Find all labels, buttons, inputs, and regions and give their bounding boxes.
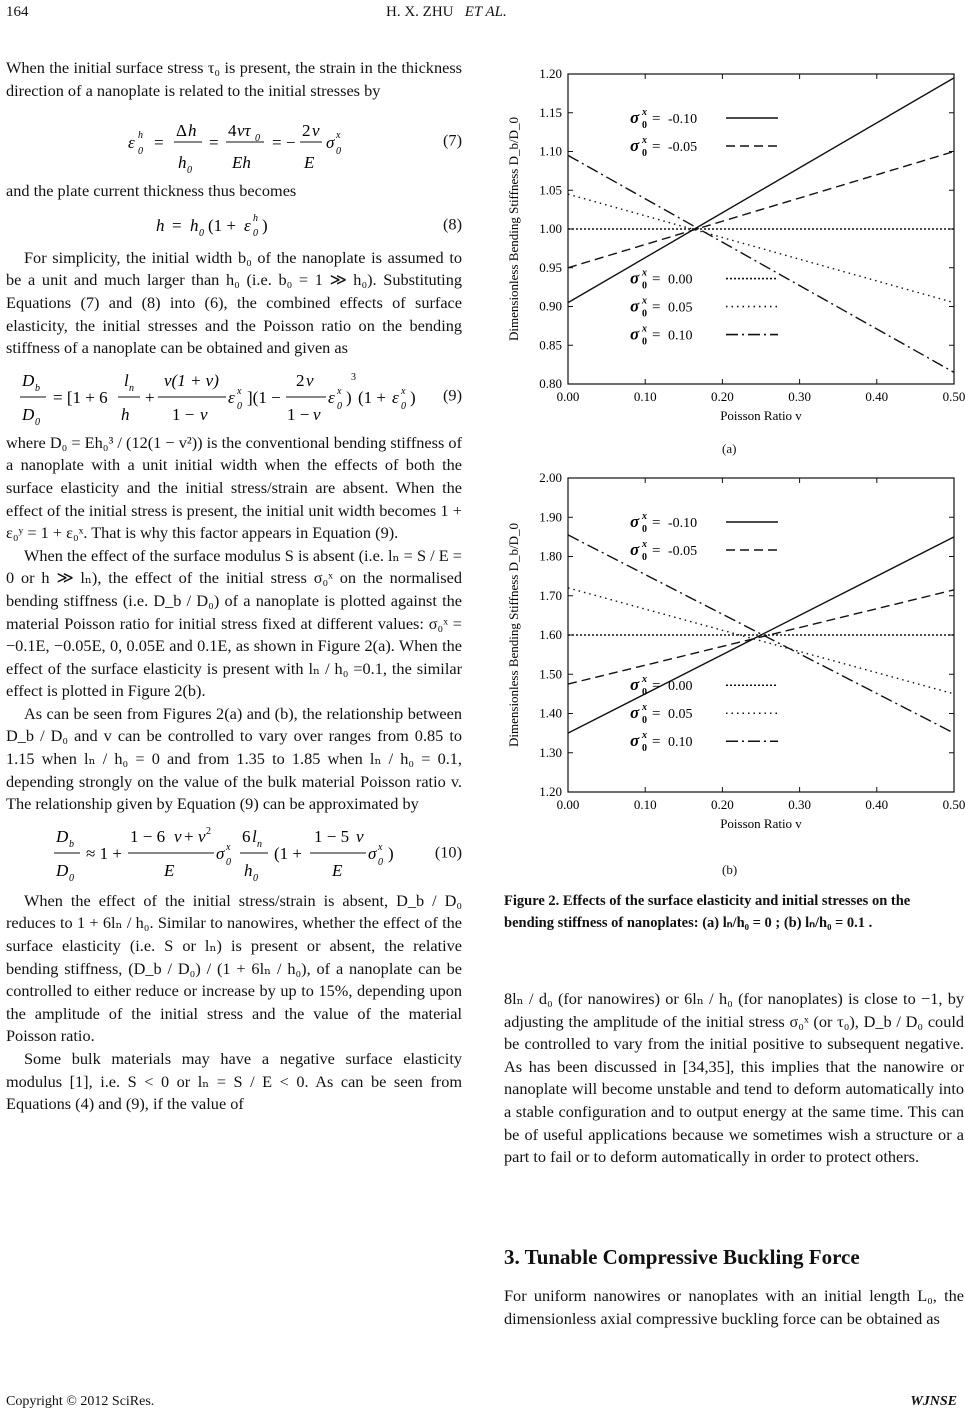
svg-text:b: b: [35, 382, 40, 394]
figure-2a-plot: [504, 62, 965, 432]
journal-name: WJNSE: [910, 1394, 957, 1409]
svg-text:0: 0: [69, 872, 74, 884]
svg-text:0: 0: [255, 133, 260, 145]
legend-equals: =: [652, 678, 661, 695]
y-tick-label: 1.10: [539, 143, 562, 159]
svg-text:2: 2: [296, 370, 305, 390]
legend-symbol: σ: [630, 108, 640, 127]
svg-text:D: D: [56, 860, 69, 880]
svg-text:D: D: [22, 404, 35, 424]
svg-text:0: 0: [226, 856, 231, 868]
svg-text:h: h: [178, 153, 187, 173]
svg-text:b: b: [69, 838, 74, 850]
svg-text:0: 0: [237, 400, 242, 412]
svg-text:= [1 + 6: = [1 + 6: [53, 387, 108, 407]
left-column: [6, 57, 462, 1116]
section-heading: 3. Tunable Compressive Buckling Force: [504, 1245, 860, 1269]
series-line-0.10: [568, 155, 954, 372]
legend-symbol-sup: x: [642, 674, 647, 686]
legend-label: 0.10: [668, 735, 693, 751]
svg-text:): ): [262, 215, 268, 235]
svg-text:3: 3: [351, 371, 356, 383]
svg-text:1 − 5: 1 − 5: [314, 826, 350, 846]
svg-text:σ: σ: [368, 843, 377, 863]
legend-equals: =: [652, 706, 661, 723]
legend-label: 0.00: [668, 679, 693, 695]
x-tick-label: 0.30: [788, 797, 811, 812]
legend-symbol: σ: [630, 512, 640, 531]
y-tick-label: 1.00: [539, 221, 562, 236]
svg-text:h: h: [188, 121, 197, 141]
paragraph-8: Some bulk materials may have a negative surface elasticity modulus [1], i.e. S < 0 or lₙ = S / E < 0. As can be seen from Equations (4) and (9), if the value of: [6, 1049, 462, 1114]
equation-10-formula: [6, 816, 426, 890]
legend-symbol-sub: 0: [642, 524, 647, 535]
svg-text:x: x: [401, 385, 406, 397]
svg-text:x: x: [237, 385, 242, 397]
legend-symbol-sup: x: [642, 702, 647, 714]
legend-symbol-sup: x: [642, 295, 647, 307]
y-tick-label: 1.60: [539, 627, 562, 642]
svg-text:0: 0: [336, 146, 341, 158]
legend-symbol: σ: [630, 268, 640, 288]
legend-symbol: σ: [630, 540, 640, 559]
svg-text:](1 −: ](1 −: [247, 387, 281, 407]
svg-text:0: 0: [337, 400, 342, 412]
y-tick-label: 1.30: [539, 744, 562, 760]
series-line-0.05: [568, 194, 954, 303]
paragraph-right-2: For uniform nanowires or nanoplates with an initial length L₀, the dimensionless axial compressive buckling force can be obtained as: [504, 1286, 964, 1328]
y-tick-label: 0.85: [539, 337, 562, 353]
legend-symbol: σ: [630, 136, 640, 155]
legend-symbol-sub: 0: [642, 687, 647, 699]
svg-text:0: 0: [253, 227, 258, 239]
svg-text:0: 0: [253, 872, 258, 884]
svg-text:(1 +: (1 +: [358, 387, 386, 407]
legend-label: -0.10: [668, 516, 698, 531]
legend-equals: =: [652, 327, 661, 344]
svg-text:0: 0: [187, 165, 192, 177]
legend-symbol: σ: [630, 324, 640, 344]
y-tick-label: 1.40: [539, 705, 562, 721]
svg-text:h: h: [156, 215, 165, 235]
svg-text:(1 +: (1 +: [274, 843, 302, 863]
svg-text:= −: = −: [272, 133, 296, 153]
legend-symbol-sub: 0: [642, 743, 647, 755]
header-etal: ET AL.: [464, 4, 507, 20]
figure-caption: Figure 2. Effects of the surface elasticity and initial stresses on the bending stiffness of nanoplates: (a) lₙ/h₀ = 0 ; (b) lₙ/h₀ = 0.1 .: [504, 893, 911, 931]
legend-symbol-sub: 0: [642, 715, 647, 727]
svg-text:E: E: [164, 860, 175, 880]
y-tick-label: 1.05: [539, 182, 562, 198]
svg-text:=: =: [172, 215, 182, 235]
paragraph-right-1: 8lₙ / d₀ (for nanowires) or 6lₙ / h₀ (for nanoplates) is close to −1, by adjusting the amplitude of the initial stress σ₀ˣ (or τ₀), D_b / D₀ could be controlled to vary from the initial positive to subsequent negative. As has been discussed in [34,35], this implies that the nanowire or nanoplate will become unstable and tend to deform automatically into a stable configuration and to output energy at the same time. This can be of useful applications because we sometimes wish a structure or a part to fail or to deform automatically in order to protect others.: [504, 989, 964, 1167]
x-tick-label: 0.40: [865, 389, 889, 404]
svg-text:0: 0: [199, 227, 204, 239]
svg-text:6: 6: [242, 826, 251, 846]
y-axis-label: Dimensionless Bending Stiffness D_b/D_0: [506, 116, 521, 342]
svg-text:x: x: [378, 841, 383, 853]
legend-symbol-sup: x: [642, 135, 647, 146]
header-authors: H. X. ZHU: [386, 4, 454, 20]
legend-symbol-sub: 0: [642, 308, 647, 320]
legend-label: 0.05: [668, 707, 693, 723]
svg-text:0: 0: [138, 146, 143, 158]
svg-text:0: 0: [378, 856, 383, 868]
svg-text:v: v: [198, 826, 206, 846]
x-tick-label: 0.40: [865, 797, 889, 812]
equation-7: [6, 102, 462, 180]
paragraph-5: When the effect of the surface modulus S is absent (i.e. lₙ = S / E = 0 or h ≫ lₙ), the effect of the initial stress σ₀ˣ on the normalised bending stiffness (i.e. D_b / D₀) of a nanoplate is plotted against the material Poisson ratio for initial stress fixed at different values: σ₀ˣ = −0.1E, −0.05E, 0, 0.05E and 0.1E, as shown in Figure 2(a). When the effect of the surface elasticity is present with lₙ / h₀ =0.1, the similar effect is plotted in Figure 2(b).: [6, 545, 462, 701]
svg-text:v: v: [356, 826, 364, 846]
svg-text:): ): [346, 387, 352, 407]
svg-text:Eh: Eh: [232, 153, 251, 173]
legend-equals: =: [652, 139, 661, 155]
legend-label: 0.00: [668, 272, 693, 288]
paragraph-6: As can be seen from Figures 2(a) and (b), the relationship between D_b / D₀ and v can be controlled to vary over ranges from 0.85 to 1.15 when lₙ / h₀ = 0 and from 1.35 to 1.85 when lₙ / h₀ = 0.1, depending strongly on the value of the bulk material Poisson ratio v. The relationship given by Equation (9) can be approximated by: [6, 703, 462, 814]
y-tick-label: 0.90: [539, 298, 562, 314]
equation-9: [6, 360, 462, 432]
equation-9-number: (9): [443, 385, 462, 405]
x-tick-label: 0.30: [788, 389, 811, 404]
legend-label: -0.05: [668, 140, 698, 155]
svg-text:ε: ε: [244, 215, 251, 235]
y-tick-label: 1.90: [539, 509, 562, 525]
svg-text:): ): [388, 843, 394, 863]
svg-text:=: =: [209, 133, 219, 153]
svg-text:x: x: [336, 130, 341, 142]
svg-text:h: h: [138, 130, 143, 142]
running-header: [386, 4, 507, 21]
y-tick-label: 0.95: [539, 259, 562, 275]
equation-8: [6, 203, 462, 247]
svg-text:0: 0: [35, 416, 40, 428]
legend-label: -0.10: [668, 112, 698, 127]
equation-7-number: (7): [443, 130, 462, 150]
y-tick-label: 1.20: [539, 66, 562, 81]
series-line--0.05: [568, 590, 954, 684]
equation-7-formula: [6, 102, 406, 180]
svg-text:=: =: [154, 133, 164, 153]
x-tick-label: 0.20: [711, 797, 734, 812]
paragraph-3: For simplicity, the initial width b₀ of the nanoplate is assumed to be a unit and much larger than h₀ (i.e. b₀ = 1 ≫ h₀). Substituting Equations (7) and (8) into (6), the combined effects of surface elasticity, the initial stresses and the Poisson ratio on the bending stiffness of a nanoplate can be obtained and given as: [6, 247, 462, 358]
copyright: Copyright © 2012 SciRes.: [6, 1394, 155, 1409]
legend-equals: =: [652, 111, 661, 127]
legend-symbol: σ: [630, 703, 640, 723]
svg-text:D: D: [22, 370, 35, 390]
svg-text:D: D: [56, 826, 69, 846]
legend-symbol-sup: x: [642, 107, 647, 118]
paragraph-7: When the effect of the initial stress/strain is absent, D_b / D₀ reduces to 1 + 6lₙ / h₀. Similar to nanowires, whether the effect of the surface elasticity (i.e. S or lₙ) is present or absent, the relative bending stiffness, (D_b / D₀) / (1 + 6lₙ / h₀), of a nanoplate can be controlled to either reduce or increase by up to 15%, depending upon the amplitude of the initial stress and the value of the material Poisson ratio.: [6, 890, 462, 1046]
legend-symbol-sub: 0: [642, 280, 647, 292]
svg-text:σ: σ: [326, 133, 335, 153]
legend-symbol-sup: x: [642, 539, 647, 550]
svg-text:v: v: [312, 121, 320, 141]
svg-text:n: n: [257, 838, 262, 850]
svg-text:v: v: [313, 404, 321, 424]
figure-2a-label: (a): [722, 441, 737, 456]
svg-text:1 −: 1 −: [287, 404, 310, 424]
svg-text:2: 2: [302, 121, 311, 141]
svg-text:ε: ε: [228, 387, 235, 407]
series-line--0.05: [568, 152, 954, 268]
x-tick-label: 0.50: [942, 389, 965, 404]
legend-symbol-sub: 0: [642, 552, 647, 563]
y-tick-label: 1.70: [539, 587, 562, 603]
paragraph-4: where D₀ = Eh₀³ / (12(1 − v²)) is the conventional bending stiffness of a nanoplate with a unit initial width when the effects of both the surface elasticity and the initial stress/strain are absent. When the effect of the initial stress is present, the initial unit width becomes 1 + ε₀ʸ = 1 + ε₀ˣ. That is why this factor appears in Equation (9).: [6, 432, 462, 543]
svg-text:h: h: [253, 212, 258, 224]
svg-text:E: E: [304, 153, 315, 173]
svg-text:ε: ε: [328, 387, 335, 407]
legend-symbol: σ: [630, 731, 640, 751]
y-tick-label: 0.80: [539, 376, 562, 391]
svg-text:(1 +: (1 +: [208, 215, 236, 235]
svg-text:ε: ε: [392, 387, 399, 407]
svg-text:h: h: [121, 404, 130, 424]
x-axis-label: Poisson Ratio v: [720, 816, 802, 831]
legend-symbol: σ: [630, 675, 640, 695]
x-tick-label: 0.50: [942, 797, 965, 812]
figure-2b: [504, 466, 965, 838]
legend-equals: =: [652, 734, 661, 751]
svg-text:l: l: [124, 370, 129, 390]
y-tick-label: 1.50: [539, 666, 562, 682]
series-line--0.10: [568, 78, 954, 303]
legend-label: 0.10: [668, 328, 693, 344]
svg-text:h: h: [244, 860, 253, 880]
svg-text:≈ 1 +: ≈ 1 +: [86, 843, 122, 863]
y-tick-label: 1.80: [539, 548, 562, 564]
y-axis-label: Dimensionless Bending Stiffness D_b/D_0: [506, 522, 521, 748]
figure-2a: [504, 62, 965, 432]
equation-9-formula: [6, 360, 426, 432]
legend-symbol-sub: 0: [642, 148, 647, 159]
legend-symbol-sub: 0: [642, 336, 647, 348]
paragraph-2: and the plate current thickness thus becomes: [6, 181, 297, 201]
legend-label: 0.05: [668, 300, 693, 316]
svg-text:l: l: [252, 826, 257, 846]
legend-equals: =: [652, 299, 661, 316]
svg-text:v: v: [200, 404, 208, 424]
legend-equals: =: [652, 543, 661, 559]
equation-8-formula: [6, 203, 406, 247]
svg-text:x: x: [226, 841, 231, 853]
x-tick-label: 0.10: [633, 797, 657, 812]
x-tick-label: 0.20: [711, 389, 734, 404]
y-tick-label: 1.15: [539, 104, 562, 120]
y-tick-label: 2.00: [539, 470, 562, 485]
svg-text:4: 4: [228, 121, 237, 141]
equation-10: [6, 816, 462, 890]
svg-text:h: h: [190, 215, 199, 235]
svg-text:v: v: [306, 370, 314, 390]
svg-text:2: 2: [206, 825, 211, 837]
svg-text:Δ: Δ: [176, 121, 187, 141]
svg-text:1 −: 1 −: [172, 404, 195, 424]
x-tick-label: 0.00: [556, 389, 580, 404]
legend-symbol-sup: x: [642, 511, 647, 522]
legend-symbol-sub: 0: [642, 120, 647, 131]
svg-text:E: E: [332, 860, 343, 880]
legend-symbol-sup: x: [642, 267, 647, 279]
svg-text:x: x: [337, 385, 342, 397]
y-tick-label: 1.20: [539, 784, 562, 799]
x-axis-label: Poisson Ratio v: [720, 408, 802, 423]
page-number: 164: [6, 4, 29, 20]
legend-label: -0.05: [668, 544, 698, 559]
right-column-text: [504, 988, 964, 1169]
svg-text:vτ: vτ: [237, 121, 251, 141]
figure-2b-plot: [504, 466, 965, 838]
svg-text:σ: σ: [216, 843, 225, 863]
equation-10-number: (10): [434, 842, 462, 862]
legend-symbol-sup: x: [642, 323, 647, 335]
legend-equals: =: [652, 515, 661, 531]
paragraph-1: When the initial surface stress τ₀ is present, the strain in the thickness direction of a nanoplate is related to the initial stresses by: [6, 58, 462, 100]
legend-equals: =: [652, 271, 661, 288]
svg-text:ε: ε: [128, 133, 135, 153]
svg-text:v: v: [174, 826, 182, 846]
svg-text:n: n: [129, 382, 134, 394]
x-tick-label: 0.00: [556, 797, 580, 812]
svg-text:v(1 + v): v(1 + v): [164, 370, 219, 390]
right-column-text-2: [504, 1285, 964, 1330]
svg-text:): ): [410, 387, 416, 407]
svg-text:1 − 6: 1 − 6: [130, 826, 166, 846]
figure-2b-label: (b): [722, 862, 738, 877]
svg-text:+: +: [145, 387, 155, 407]
svg-text:+: +: [184, 826, 194, 846]
legend-symbol-sup: x: [642, 730, 647, 742]
legend-symbol: σ: [630, 296, 640, 316]
x-tick-label: 0.10: [633, 389, 657, 404]
svg-text:0: 0: [401, 400, 406, 412]
equation-8-number: (8): [443, 214, 462, 234]
